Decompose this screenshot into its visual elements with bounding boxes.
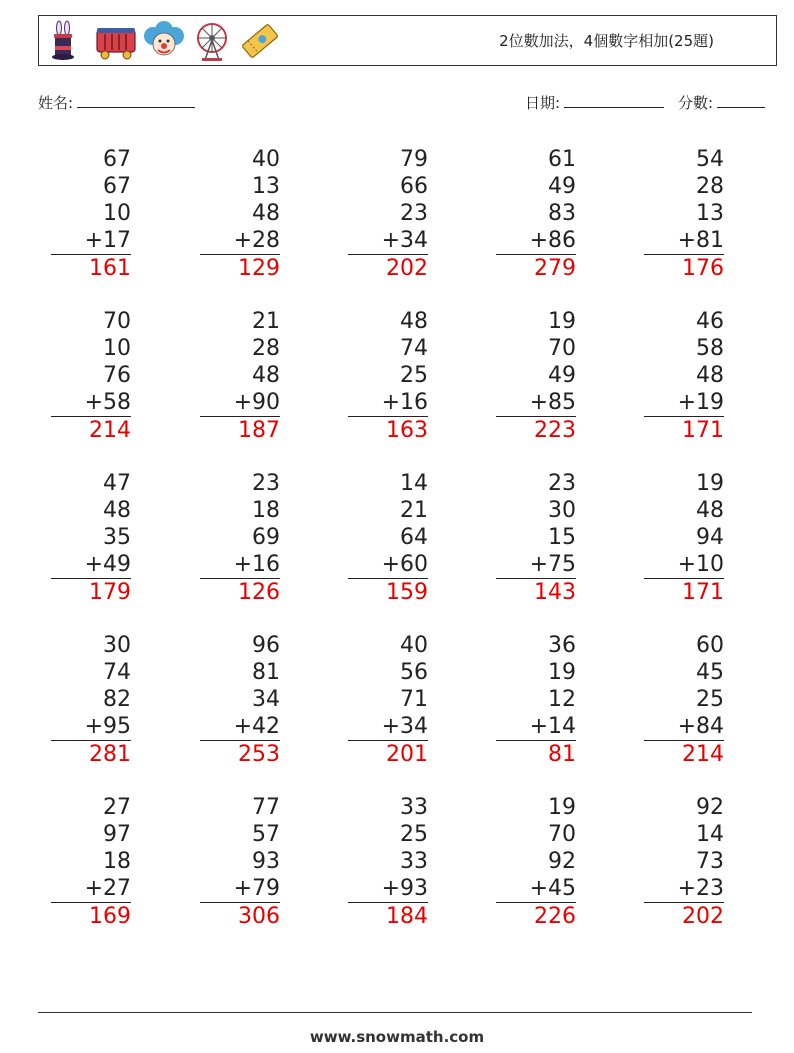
answer: 143 (534, 580, 576, 605)
addend: 67 (103, 147, 131, 172)
addend: 19 (548, 309, 576, 334)
addend: 18 (252, 498, 280, 523)
answer: 214 (89, 418, 131, 443)
last-addend: +79 (200, 875, 280, 903)
date-label: 日期: (525, 94, 561, 112)
answer: 81 (548, 742, 576, 767)
addend: 96 (252, 633, 280, 658)
last-addend: +19 (644, 389, 724, 417)
addend: 49 (548, 363, 576, 388)
addend: 12 (548, 687, 576, 712)
addition-problem (496, 308, 576, 444)
answer: 226 (534, 904, 576, 929)
last-addend: +34 (348, 713, 428, 741)
addend: 48 (252, 201, 280, 226)
clown-icon (143, 20, 185, 62)
addend: 25 (400, 822, 428, 847)
addition-problem (348, 470, 428, 606)
addition-problem (200, 308, 280, 444)
addend: 48 (252, 363, 280, 388)
addend: 73 (696, 849, 724, 874)
addition-problem (200, 146, 280, 282)
answer: 281 (89, 742, 131, 767)
last-addend: +86 (496, 227, 576, 255)
last-addend: +27 (51, 875, 131, 903)
last-addend: +28 (200, 227, 280, 255)
answer: 161 (89, 256, 131, 281)
addition-problem (51, 146, 131, 282)
answer: 176 (682, 256, 724, 281)
addend: 94 (696, 525, 724, 550)
addend: 36 (548, 633, 576, 658)
addend: 33 (400, 849, 428, 874)
addend: 82 (103, 687, 131, 712)
answer: 159 (386, 580, 428, 605)
last-addend: +58 (51, 389, 131, 417)
addend: 54 (696, 147, 724, 172)
addend: 14 (696, 822, 724, 847)
ticket-icon (239, 20, 281, 62)
answer: 171 (682, 418, 724, 443)
addend: 81 (252, 660, 280, 685)
addend: 14 (400, 471, 428, 496)
addend: 25 (696, 687, 724, 712)
addend: 23 (548, 471, 576, 496)
date-blank[interactable] (564, 92, 664, 108)
footer-site: www.snowmath.com (309, 1028, 485, 1046)
addition-problem (348, 146, 428, 282)
answer: 306 (238, 904, 280, 929)
addend: 45 (696, 660, 724, 685)
answer: 163 (386, 418, 428, 443)
addition-problem (496, 794, 576, 930)
last-addend: +45 (496, 875, 576, 903)
addend: 23 (400, 201, 428, 226)
addend: 30 (548, 498, 576, 523)
addend: 35 (103, 525, 131, 550)
last-addend: +75 (496, 551, 576, 579)
answer: 214 (682, 742, 724, 767)
addend: 34 (252, 687, 280, 712)
addend: 57 (252, 822, 280, 847)
addend: 21 (252, 309, 280, 334)
last-addend: +14 (496, 713, 576, 741)
addend: 10 (103, 336, 131, 361)
addend: 15 (548, 525, 576, 550)
addend: 71 (400, 687, 428, 712)
addition-problem (51, 470, 131, 606)
name-blank[interactable] (77, 92, 195, 108)
answer: 201 (386, 742, 428, 767)
addition-problem (348, 794, 428, 930)
addend: 27 (103, 795, 131, 820)
addend: 93 (252, 849, 280, 874)
answer: 169 (89, 904, 131, 929)
score-blank[interactable] (717, 92, 765, 108)
addition-problem (644, 146, 724, 282)
addend: 47 (103, 471, 131, 496)
addend: 21 (400, 498, 428, 523)
answer: 202 (682, 904, 724, 929)
last-addend: +17 (51, 227, 131, 255)
addend: 19 (548, 795, 576, 820)
last-addend: +16 (348, 389, 428, 417)
circus-wagon-icon (95, 20, 137, 62)
addition-problem (200, 470, 280, 606)
addend: 74 (400, 336, 428, 361)
addition-problem (51, 794, 131, 930)
name-label: 姓名: (38, 94, 74, 112)
last-addend: +90 (200, 389, 280, 417)
addition-problem (644, 308, 724, 444)
addend: 70 (103, 309, 131, 334)
addend: 83 (548, 201, 576, 226)
footer-divider (38, 1012, 752, 1013)
addend: 13 (696, 201, 724, 226)
answer: 129 (238, 256, 280, 281)
addend: 30 (103, 633, 131, 658)
addend: 76 (103, 363, 131, 388)
addend: 48 (696, 363, 724, 388)
last-addend: +95 (51, 713, 131, 741)
last-addend: +81 (644, 227, 724, 255)
addend: 60 (696, 633, 724, 658)
score-label: 分數: (678, 94, 714, 112)
addend: 40 (400, 633, 428, 658)
last-addend: +34 (348, 227, 428, 255)
last-addend: +16 (200, 551, 280, 579)
addition-problem (200, 632, 280, 768)
answer: 253 (238, 742, 280, 767)
worksheet-title: 2位數加法，4個數字相加(25題) (499, 32, 714, 50)
ferris-wheel-icon (191, 20, 233, 62)
addition-problem (644, 632, 724, 768)
addend: 19 (548, 660, 576, 685)
last-addend: +84 (644, 713, 724, 741)
answer: 179 (89, 580, 131, 605)
addend: 10 (103, 201, 131, 226)
answer: 171 (682, 580, 724, 605)
last-addend: +85 (496, 389, 576, 417)
addition-problem (51, 632, 131, 768)
answer: 184 (386, 904, 428, 929)
addend: 97 (103, 822, 131, 847)
addition-problem (200, 794, 280, 930)
addend: 92 (696, 795, 724, 820)
last-addend: +49 (51, 551, 131, 579)
addend: 13 (252, 174, 280, 199)
addition-problem (644, 470, 724, 606)
last-addend: +10 (644, 551, 724, 579)
addend: 64 (400, 525, 428, 550)
addend: 77 (252, 795, 280, 820)
addend: 69 (252, 525, 280, 550)
addend: 61 (548, 147, 576, 172)
addend: 48 (696, 498, 724, 523)
answer: 126 (238, 580, 280, 605)
answer: 279 (534, 256, 576, 281)
addition-problem (348, 632, 428, 768)
addend: 19 (696, 471, 724, 496)
addition-problem (496, 470, 576, 606)
addend: 46 (696, 309, 724, 334)
last-addend: +23 (644, 875, 724, 903)
last-addend: +93 (348, 875, 428, 903)
addition-problem (496, 632, 576, 768)
worksheet-header (38, 15, 777, 66)
addend: 70 (548, 822, 576, 847)
addend: 79 (400, 147, 428, 172)
addend: 66 (400, 174, 428, 199)
last-addend: +42 (200, 713, 280, 741)
addend: 58 (696, 336, 724, 361)
addition-problem (348, 308, 428, 444)
addend: 48 (103, 498, 131, 523)
addend: 49 (548, 174, 576, 199)
header-icons (47, 20, 281, 62)
addition-problem (644, 794, 724, 930)
last-addend: +60 (348, 551, 428, 579)
answer: 187 (238, 418, 280, 443)
addend: 70 (548, 336, 576, 361)
date-field[interactable] (525, 92, 664, 113)
score-field[interactable] (678, 92, 765, 113)
addend: 40 (252, 147, 280, 172)
name-field[interactable] (38, 92, 195, 113)
addition-problem (496, 146, 576, 282)
addend: 48 (400, 309, 428, 334)
addend: 28 (252, 336, 280, 361)
magic-hat-icon (47, 20, 89, 62)
addend: 28 (696, 174, 724, 199)
addend: 23 (252, 471, 280, 496)
addend: 25 (400, 363, 428, 388)
addition-problem (51, 308, 131, 444)
addend: 92 (548, 849, 576, 874)
addend: 56 (400, 660, 428, 685)
addend: 18 (103, 849, 131, 874)
addend: 67 (103, 174, 131, 199)
answer: 223 (534, 418, 576, 443)
answer: 202 (386, 256, 428, 281)
addend: 74 (103, 660, 131, 685)
addend: 33 (400, 795, 428, 820)
